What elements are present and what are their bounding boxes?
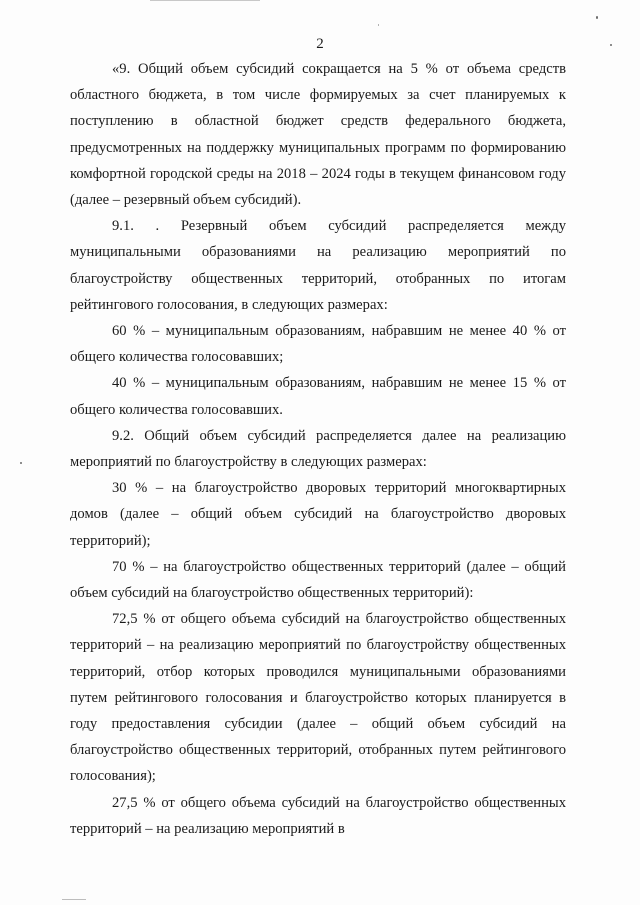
document-body — [70, 56, 566, 842]
scan-edge-bottom — [62, 899, 86, 900]
paragraph-40-percent: 40 % – муниципальным образованиям, набравшим не менее 15 % от общего количества голосовавших. — [70, 375, 566, 418]
page-number: 2 — [316, 36, 324, 52]
paragraph-27-5-percent: 27,5 % от общего объема субсидий на благоустройство общественных территорий – на реализацию мероприятий в — [70, 794, 566, 837]
paragraph-60-percent: 60 % – муниципальным образованиям, набравшим не менее 40 % от общего количества голосовавших; — [70, 323, 566, 366]
paragraph-9: «9. Общий объем субсидий сокращается на 5 % от объема средств областного бюджета, в том числе формируемых за счет планируемых к поступлению в областной бюджет средств федерального бюджета, предусмотренных на поддержку муниципальных программ по формированию комфортной городской среды на 2018 – 2024 годы в текущем финансовом году (далее – резервный объем субсидий). — [70, 61, 566, 209]
scan-speck — [20, 462, 22, 464]
scan-speck — [596, 16, 598, 19]
scan-speck — [378, 24, 379, 26]
paragraph-9-1: 9.1. . Резервный объем субсидий распределяется между муниципальными образованиями на реализацию мероприятий по благоустройству общественных территорий, отобранных по итогам рейтингового голосования, в следующих размерах: — [70, 218, 566, 313]
paragraph-72-5-percent: 72,5 % от общего объема субсидий на благоустройство общественных территорий – на реализацию мероприятий по благоустройству общественных территорий, отбор которых проводился муниципальными образованиями путем рейтингового голосования и благоустройство которых планируется в году предоставления субсидии (далее – общий объем субсидий на благоустройство общественных территорий, отобранных путем рейтингового голосования); — [70, 611, 566, 785]
paragraph-70-percent: 70 % – на благоустройство общественных территорий (далее – общий объем субсидий на благоустройство общественных территорий): — [70, 558, 566, 602]
scan-edge-top — [150, 0, 260, 1]
paragraph-30-percent: 30 % – на благоустройство дворовых территорий многоквартирных домов (далее – общий объем субсидий на благоустройство дворовых территорий); — [70, 480, 566, 549]
paragraph-9-2: 9.2. Общий объем субсидий распределяется далее на реализацию мероприятий по благоустройству в следующих размерах: — [70, 427, 566, 471]
